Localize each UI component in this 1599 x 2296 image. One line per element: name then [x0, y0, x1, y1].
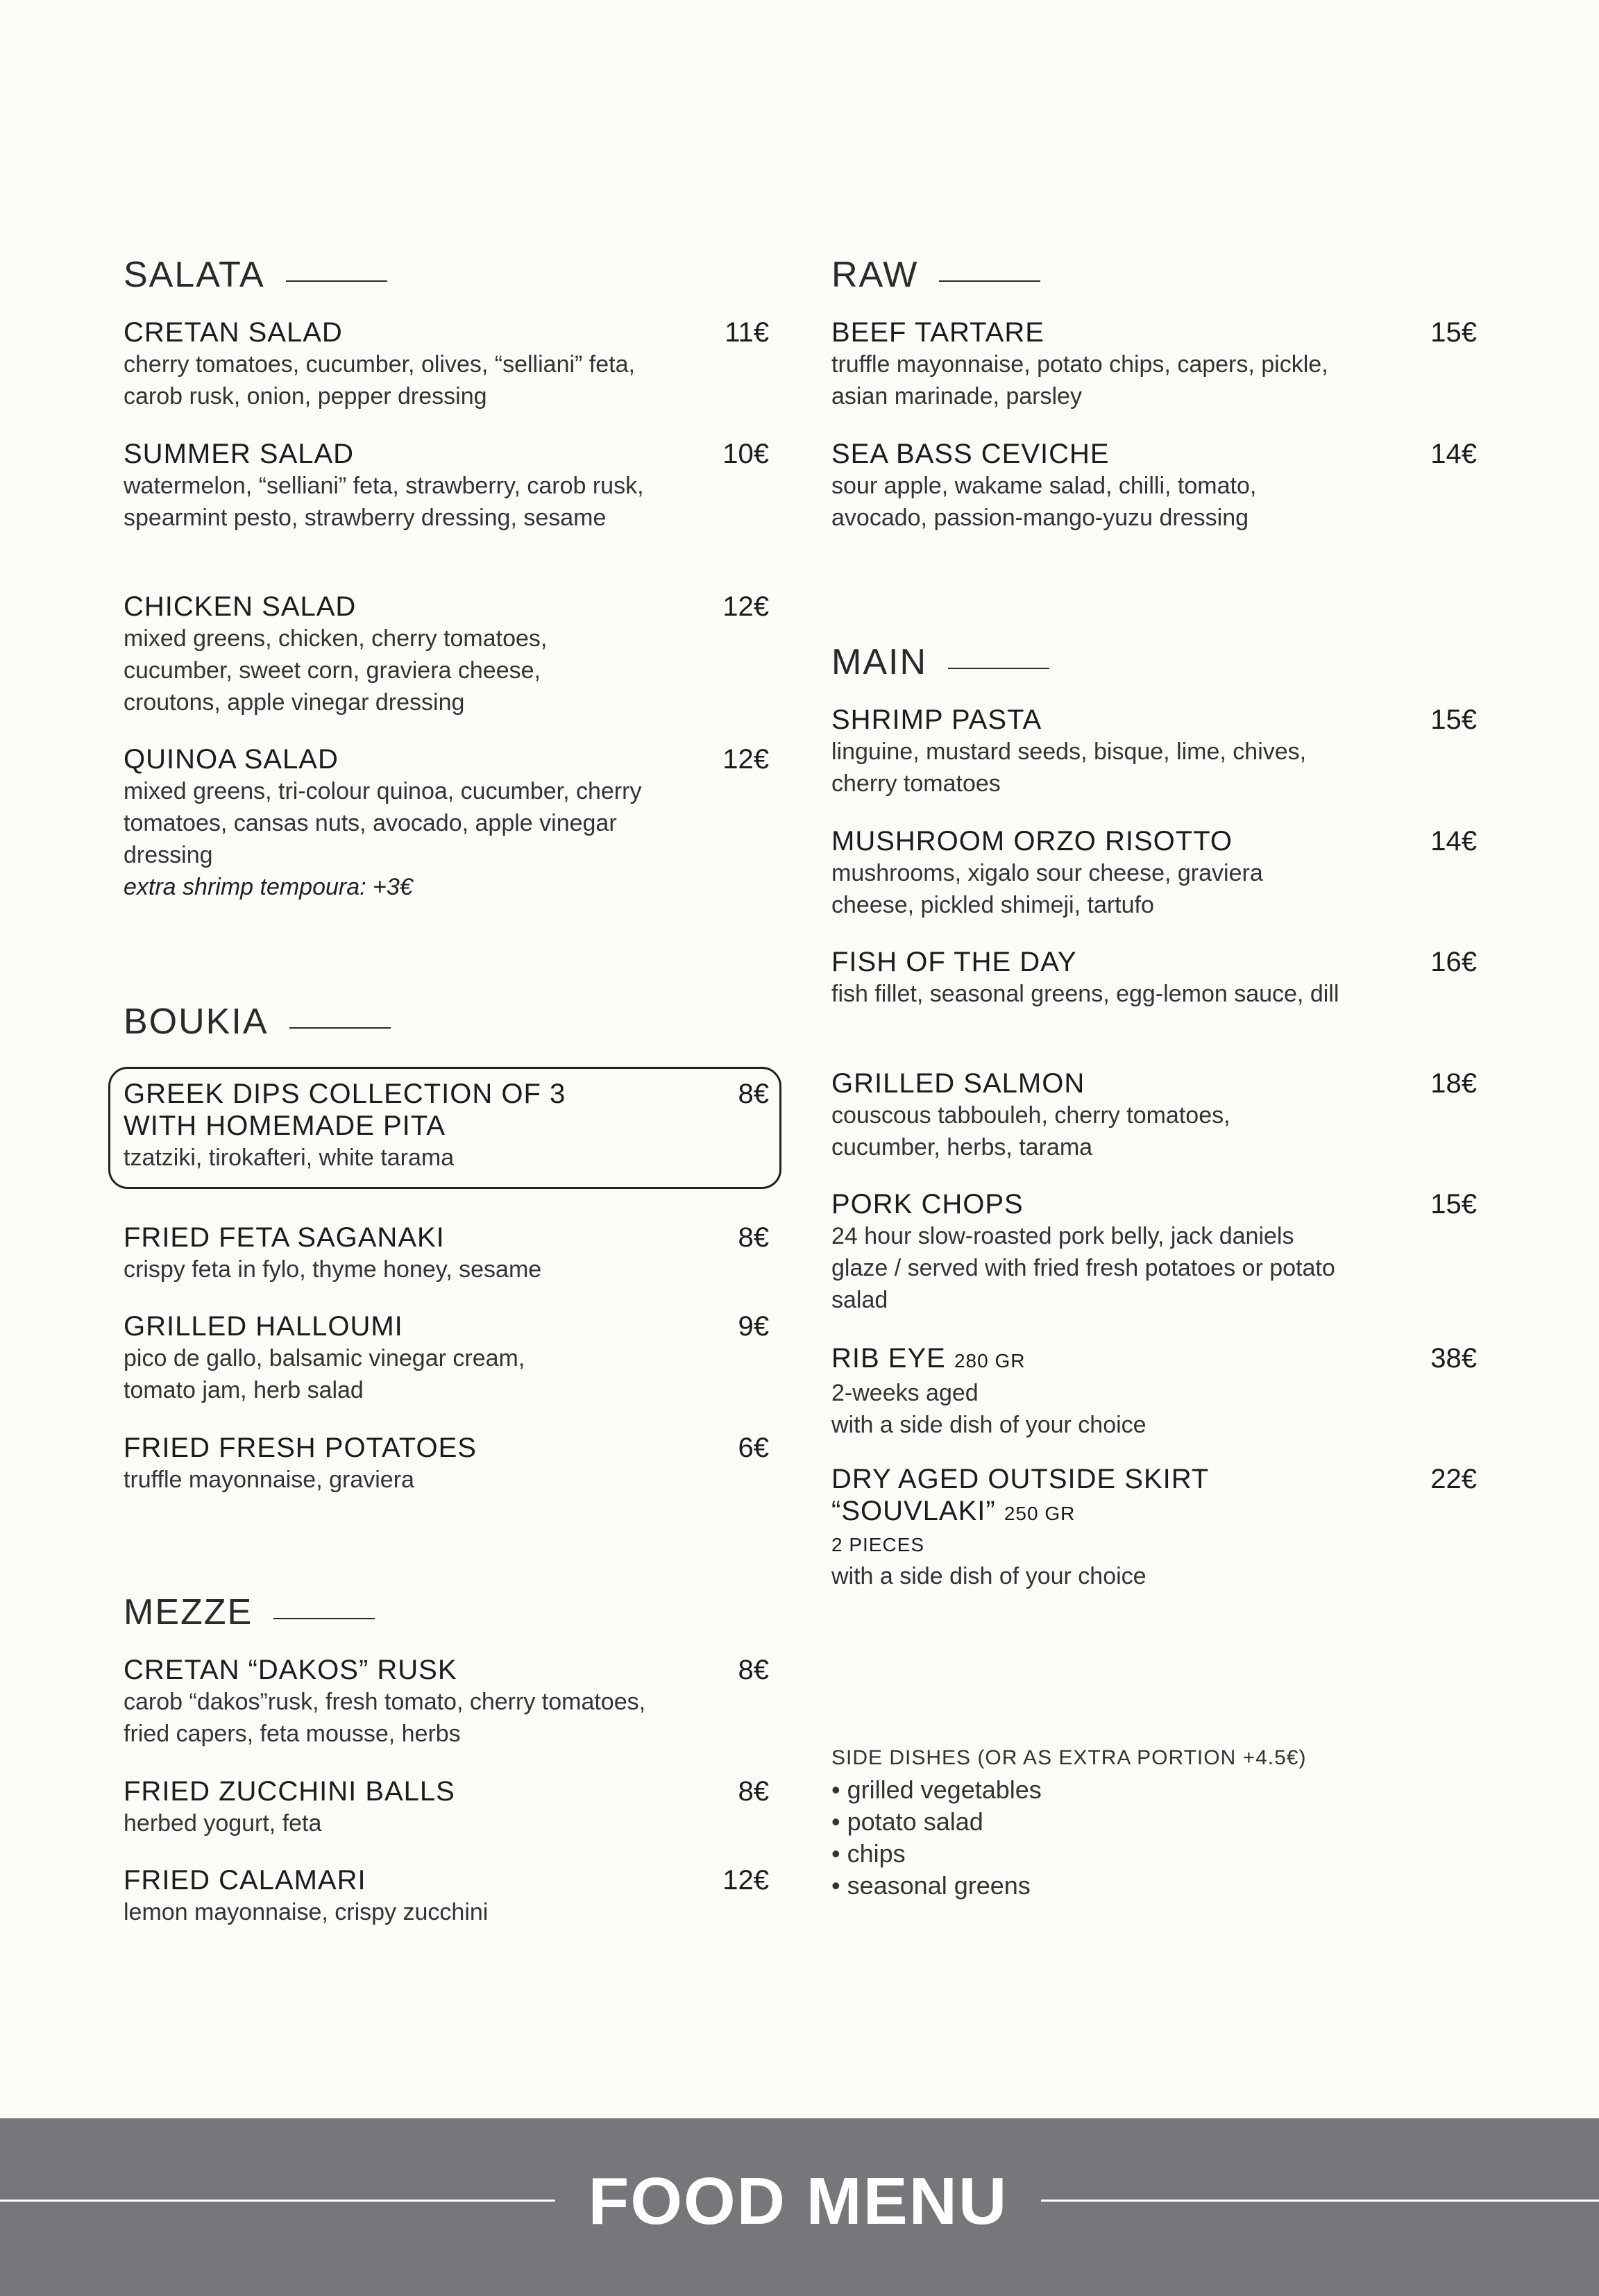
- section-title: [124, 1585, 769, 1640]
- list-item: • chips: [831, 1839, 906, 1868]
- item-name: [831, 1342, 1359, 1377]
- side-dishes: [831, 1742, 1477, 1902]
- item-description: 2-weeks aged: [831, 1380, 979, 1406]
- title-rule: [939, 280, 1040, 282]
- item-price: 10€: [722, 439, 769, 469]
- menu-item: [831, 825, 1477, 921]
- section-title: [124, 994, 769, 1049]
- footer-rule-right: [1041, 2200, 1599, 2202]
- item-price: 22€: [1430, 1464, 1477, 1494]
- item-description: crispy feta in fylo, thyme honey, sesame: [124, 1256, 542, 1283]
- item-name: GRILLED HALLOUMI: [124, 1311, 403, 1342]
- item-price: 8€: [738, 1776, 769, 1807]
- item-price: 8€: [738, 1222, 769, 1253]
- item-description: herbed yogurt, feta: [124, 1810, 322, 1837]
- item-price: 18€: [1430, 1068, 1477, 1099]
- list-item: • potato salad: [831, 1807, 983, 1836]
- section-main: [831, 634, 1477, 690]
- side-dishes-list: [831, 1774, 1477, 1902]
- item-name: SEA BASS CEVICHE: [831, 439, 1110, 469]
- item-name-text: “SOUVLAKI”: [831, 1496, 996, 1526]
- menu-item: [124, 1654, 769, 1750]
- item-pieces: 2 PIECES: [831, 1534, 925, 1555]
- item-name: FRIED FETA SAGANAKI: [124, 1222, 445, 1253]
- item-name: GRILLED SALMON: [831, 1068, 1085, 1099]
- item-price: 38€: [1430, 1343, 1477, 1374]
- item-weight: 280 GR: [954, 1350, 1026, 1371]
- page-title: FOOD MENU: [588, 2164, 1008, 2238]
- section-title: [831, 634, 1477, 690]
- footer-rule-left: [0, 2200, 555, 2202]
- menu-item: [831, 704, 1477, 800]
- item-description: with a side dish of your choice: [831, 1412, 1147, 1438]
- item-price: 12€: [722, 744, 769, 775]
- title-rule: [948, 668, 1049, 669]
- item-name: GREEK DIPS COLLECTION OF 3 WITH HOMEMADE PITA: [124, 1079, 566, 1141]
- item-name: PORK CHOPS: [831, 1189, 1024, 1219]
- section-mezze: [124, 1585, 769, 1640]
- menu-item: [831, 1463, 1477, 1592]
- item-description: pico de gallo, balsamic vinegar cream, tomato jam, herb salad: [124, 1345, 525, 1403]
- section-title-label: RAW: [831, 255, 919, 295]
- item-name: FISH OF THE DAY: [831, 947, 1077, 977]
- item-description: carob “dakos”rusk, fresh tomato, cherry tomatoes, fried capers, feta mousse, herbs: [124, 1689, 646, 1747]
- menu-item: [831, 438, 1477, 534]
- menu-item: [124, 1775, 769, 1839]
- item-description: tzatziki, tirokafteri, white tarama: [124, 1145, 455, 1171]
- section-title-label: MEZZE: [124, 1592, 253, 1632]
- item-description: with a side dish of your choice: [831, 1563, 1147, 1589]
- section-title-label: MAIN: [831, 642, 927, 682]
- item-name: SUMMER SALAD: [124, 439, 355, 469]
- item-price: 11€: [725, 317, 769, 348]
- menu-item: [124, 1864, 769, 1928]
- item-name: CHICKEN SALAD: [124, 591, 357, 622]
- menu-item: [831, 316, 1477, 412]
- item-price: 14€: [1430, 826, 1477, 856]
- item-note: extra shrimp tempoura: +3€: [124, 874, 413, 900]
- item-price: 8€: [738, 1079, 769, 1109]
- item-name: QUINOA SALAD: [124, 744, 339, 775]
- item-name: FRIED CALAMARI: [124, 1865, 366, 1896]
- menu-item: [831, 1067, 1477, 1163]
- item-name: FRIED ZUCCHINI BALLS: [124, 1776, 455, 1807]
- menu-item: [124, 438, 769, 534]
- item-name: BEEF TARTARE: [831, 317, 1044, 348]
- section-raw: [831, 247, 1477, 303]
- menu-item: [124, 1310, 769, 1406]
- item-description: couscous tabbouleh, cherry tomatoes, cucumber, herbs, tarama: [831, 1102, 1230, 1160]
- item-name: MUSHROOM ORZO RISOTTO: [831, 826, 1233, 856]
- menu-item: [124, 743, 769, 903]
- item-description: mixed greens, chicken, cherry tomatoes, cucumber, sweet corn, graviera cheese, croutons, apple vinegar dressing: [124, 625, 548, 716]
- item-description: 24 hour slow-roasted pork belly, jack daniels glaze / served with fried fresh potatoes or potato salad: [831, 1223, 1335, 1313]
- item-description: fish fillet, seasonal greens, egg-lemon sauce, dill: [831, 981, 1339, 1007]
- section-salata: [124, 247, 769, 303]
- menu-item: [124, 1222, 769, 1285]
- menu-item: [831, 946, 1477, 1010]
- item-price: 12€: [722, 1865, 769, 1896]
- item-price: 16€: [1430, 947, 1477, 977]
- item-price: 15€: [1430, 704, 1477, 735]
- item-price: 12€: [722, 591, 769, 622]
- section-title-label: SALATA: [124, 255, 265, 295]
- list-item: • grilled vegetables: [831, 1775, 1042, 1804]
- section-title: [124, 247, 769, 303]
- item-description: mushrooms, xigalo sour cheese, graviera cheese, pickled shimeji, tartufo: [831, 860, 1263, 918]
- item-description: linguine, mustard seeds, bisque, lime, chives, cherry tomatoes: [831, 738, 1307, 797]
- menu-item: [124, 1432, 769, 1496]
- item-description: truffle mayonnaise, graviera: [124, 1467, 414, 1493]
- menu-item: [831, 1342, 1477, 1441]
- item-price: 8€: [738, 1655, 769, 1685]
- section-boukia: [124, 994, 769, 1049]
- side-dishes-title: SIDE DISHES (OR AS EXTRA PORTION +4.5€): [831, 1746, 1307, 1769]
- item-price: 15€: [1430, 317, 1477, 348]
- item-name: FRIED FRESH POTATOES: [124, 1433, 477, 1463]
- item-description: cherry tomatoes, cucumber, olives, “selliani” feta, carob rusk, onion, pepper dressing: [124, 351, 635, 410]
- item-name: CRETAN “DAKOS” RUSK: [124, 1655, 457, 1685]
- item-price: 14€: [1430, 439, 1477, 469]
- menu-item: [831, 1188, 1477, 1316]
- list-item: • seasonal greens: [831, 1871, 1031, 1900]
- title-rule: [273, 1618, 375, 1619]
- title-rule: [289, 1027, 391, 1029]
- section-title-label: BOUKIA: [124, 1002, 269, 1042]
- item-weight: 250 GR: [1004, 1503, 1076, 1524]
- item-name-text: RIB EYE: [831, 1343, 946, 1374]
- section-title: [831, 247, 1477, 303]
- title-rule: [286, 280, 387, 282]
- menu-item: [124, 316, 769, 412]
- item-name: DRY AGED OUTSIDE SKIRT: [831, 1464, 1210, 1494]
- item-price: 15€: [1430, 1189, 1477, 1219]
- item-price: 9€: [738, 1311, 769, 1342]
- item-name: CRETAN SALAD: [124, 317, 343, 348]
- item-description: lemon mayonnaise, crispy zucchini: [124, 1899, 489, 1925]
- item-description: truffle mayonnaise, potato chips, capers, pickle, asian marinade, parsley: [831, 351, 1328, 410]
- item-description: sour apple, wakame salad, chilli, tomato, avocado, passion-mango-yuzu dressing: [831, 473, 1257, 531]
- footer-banner: [0, 2118, 1599, 2296]
- item-description: watermelon, “selliani” feta, strawberry, carob rusk, spearmint pesto, strawberry dressing, sesame: [124, 473, 644, 531]
- menu-item: [124, 1078, 769, 1174]
- menu-item: [124, 591, 769, 718]
- item-description: mixed greens, tri-colour quinoa, cucumber, cherry tomatoes, cansas nuts, avocado, apple vinegar dressing: [124, 778, 642, 868]
- item-price: 6€: [738, 1433, 769, 1463]
- item-name: SHRIMP PASTA: [831, 704, 1042, 735]
- item-name-line2: [831, 1495, 1359, 1530]
